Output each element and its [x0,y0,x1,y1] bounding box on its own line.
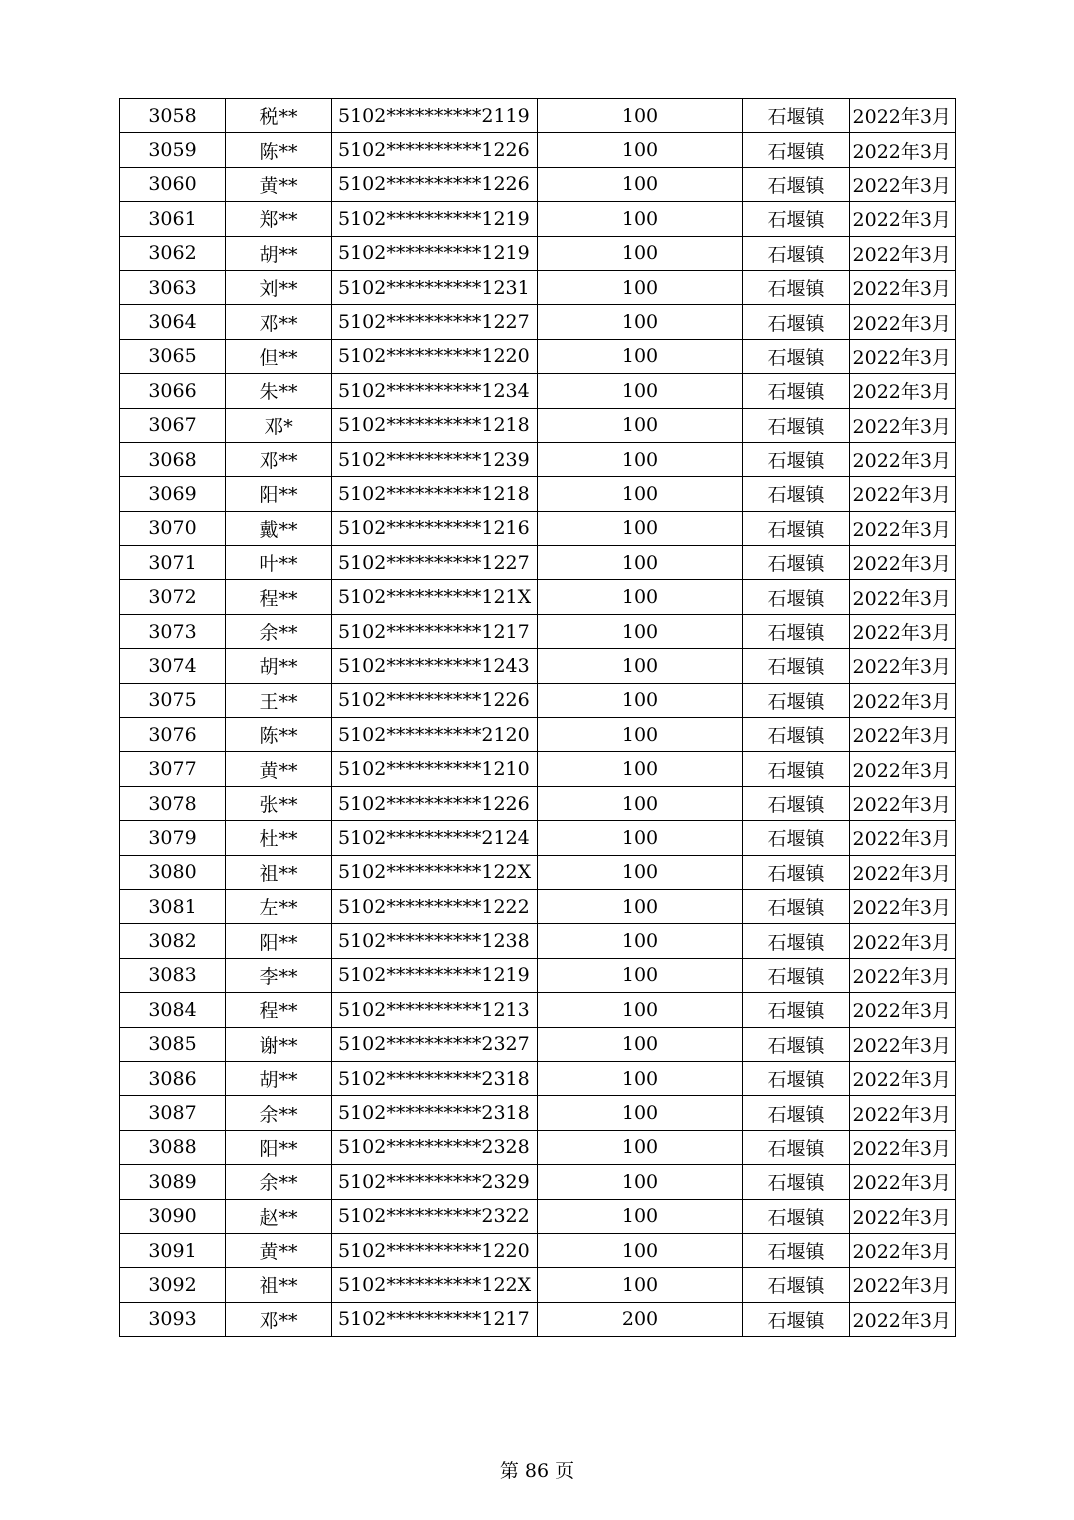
cell-date: 2022年3月 [850,477,956,511]
table-row [120,1268,956,1302]
cell-amount: 100 [538,614,743,648]
cell-name: 谢** [226,1027,332,1061]
cell-amount: 100 [538,1130,743,1164]
cell-id-number: 5102**********2327 [332,1027,538,1061]
table-row [120,133,956,167]
cell-date: 2022年3月 [850,1199,956,1233]
cell-town: 石堰镇 [743,855,850,889]
cell-date: 2022年3月 [850,752,956,786]
cell-id-number: 5102**********1227 [332,305,538,339]
table-row [120,270,956,304]
cell-town: 石堰镇 [743,614,850,648]
cell-amount: 100 [538,408,743,442]
cell-id-number: 5102**********2124 [332,821,538,855]
cell-date: 2022年3月 [850,1061,956,1095]
table-row [120,236,956,270]
cell-date: 2022年3月 [850,270,956,304]
cell-name: 程** [226,993,332,1027]
cell-amount: 100 [538,889,743,923]
cell-name: 王** [226,683,332,717]
table-row [120,1302,956,1336]
cell-amount: 100 [538,99,743,133]
cell-id-number: 5102**********1234 [332,374,538,408]
cell-date: 2022年3月 [850,133,956,167]
cell-name: 黄** [226,167,332,201]
table-row [120,477,956,511]
cell-id-number: 5102**********122X [332,1268,538,1302]
cell-amount: 100 [538,752,743,786]
cell-date: 2022年3月 [850,614,956,648]
cell-date: 2022年3月 [850,167,956,201]
cell-id-number: 5102**********1219 [332,202,538,236]
cell-number: 3069 [120,477,226,511]
cell-number: 3074 [120,649,226,683]
cell-number: 3079 [120,821,226,855]
cell-name: 阳** [226,477,332,511]
cell-amount: 100 [538,270,743,304]
cell-id-number: 5102**********1217 [332,1302,538,1336]
cell-id-number: 5102**********1226 [332,683,538,717]
cell-id-number: 5102**********2322 [332,1199,538,1233]
cell-name: 余** [226,1096,332,1130]
table-row [120,546,956,580]
cell-town: 石堰镇 [743,546,850,580]
cell-name: 阳** [226,924,332,958]
cell-date: 2022年3月 [850,889,956,923]
cell-name: 税** [226,99,332,133]
table-row [120,1096,956,1130]
cell-town: 石堰镇 [743,924,850,958]
cell-id-number: 5102**********1210 [332,752,538,786]
cell-id-number: 5102**********1226 [332,786,538,820]
cell-date: 2022年3月 [850,305,956,339]
cell-id-number: 5102**********1238 [332,924,538,958]
cell-name: 邓** [226,1302,332,1336]
cell-date: 2022年3月 [850,442,956,476]
cell-amount: 100 [538,305,743,339]
cell-number: 3065 [120,339,226,373]
cell-date: 2022年3月 [850,1096,956,1130]
cell-amount: 100 [538,339,743,373]
cell-town: 石堰镇 [743,1061,850,1095]
table-row [120,821,956,855]
table-row [120,649,956,683]
cell-number: 3087 [120,1096,226,1130]
cell-number: 3091 [120,1233,226,1267]
cell-town: 石堰镇 [743,1027,850,1061]
cell-number: 3077 [120,752,226,786]
table-row [120,339,956,373]
table-row [120,442,956,476]
table-row [120,408,956,442]
cell-town: 石堰镇 [743,477,850,511]
cell-date: 2022年3月 [850,339,956,373]
cell-town: 石堰镇 [743,649,850,683]
table-row [120,786,956,820]
cell-id-number: 5102**********1243 [332,649,538,683]
cell-date: 2022年3月 [850,546,956,580]
cell-amount: 100 [538,1199,743,1233]
cell-id-number: 5102**********122X [332,855,538,889]
cell-name: 郑** [226,202,332,236]
cell-amount: 100 [538,546,743,580]
cell-amount: 100 [538,1061,743,1095]
cell-name: 胡** [226,236,332,270]
cell-number: 3061 [120,202,226,236]
table-row [120,958,956,992]
cell-town: 石堰镇 [743,752,850,786]
table-row [120,1130,956,1164]
cell-name: 朱** [226,374,332,408]
cell-id-number: 5102**********1226 [332,133,538,167]
cell-id-number: 5102**********1222 [332,889,538,923]
cell-name: 祖** [226,1268,332,1302]
cell-number: 3067 [120,408,226,442]
cell-town: 石堰镇 [743,339,850,373]
cell-number: 3088 [120,1130,226,1164]
cell-date: 2022年3月 [850,958,956,992]
cell-town: 石堰镇 [743,786,850,820]
cell-number: 3085 [120,1027,226,1061]
cell-number: 3084 [120,993,226,1027]
cell-town: 石堰镇 [743,99,850,133]
cell-date: 2022年3月 [850,236,956,270]
cell-date: 2022年3月 [850,1302,956,1336]
table-row [120,993,956,1027]
cell-number: 3068 [120,442,226,476]
cell-id-number: 5102**********1227 [332,546,538,580]
cell-date: 2022年3月 [850,511,956,545]
cell-amount: 100 [538,821,743,855]
cell-amount: 100 [538,958,743,992]
cell-number: 3072 [120,580,226,614]
cell-name: 但** [226,339,332,373]
cell-id-number: 5102**********121X [332,580,538,614]
cell-name: 黄** [226,1233,332,1267]
page-number: 第 86 页 [499,1460,575,1482]
cell-amount: 100 [538,924,743,958]
cell-town: 石堰镇 [743,718,850,752]
cell-name: 祖** [226,855,332,889]
cell-amount: 200 [538,1302,743,1336]
cell-number: 3059 [120,133,226,167]
cell-date: 2022年3月 [850,99,956,133]
cell-amount: 100 [538,511,743,545]
table-row [120,683,956,717]
cell-id-number: 5102**********1219 [332,958,538,992]
cell-number: 3064 [120,305,226,339]
cell-name: 杜** [226,821,332,855]
cell-town: 石堰镇 [743,1165,850,1199]
cell-town: 石堰镇 [743,993,850,1027]
cell-town: 石堰镇 [743,1268,850,1302]
cell-date: 2022年3月 [850,580,956,614]
cell-amount: 100 [538,1096,743,1130]
cell-date: 2022年3月 [850,821,956,855]
cell-amount: 100 [538,786,743,820]
cell-id-number: 5102**********1218 [332,408,538,442]
cell-town: 石堰镇 [743,1233,850,1267]
table-row [120,1199,956,1233]
cell-town: 石堰镇 [743,511,850,545]
table-row [120,718,956,752]
cell-date: 2022年3月 [850,1268,956,1302]
cell-id-number: 5102**********1219 [332,236,538,270]
cell-town: 石堰镇 [743,270,850,304]
cell-town: 石堰镇 [743,683,850,717]
cell-town: 石堰镇 [743,305,850,339]
cell-town: 石堰镇 [743,236,850,270]
data-table [119,98,956,1337]
cell-id-number: 5102**********1218 [332,477,538,511]
cell-number: 3086 [120,1061,226,1095]
cell-name: 陈** [226,718,332,752]
cell-id-number: 5102**********2120 [332,718,538,752]
table-row [120,1233,956,1267]
table-row [120,855,956,889]
cell-amount: 100 [538,236,743,270]
cell-date: 2022年3月 [850,1027,956,1061]
table-row [120,99,956,133]
cell-id-number: 5102**********1216 [332,511,538,545]
table-row [120,202,956,236]
cell-town: 石堰镇 [743,1096,850,1130]
cell-name: 胡** [226,649,332,683]
cell-town: 石堰镇 [743,1199,850,1233]
cell-town: 石堰镇 [743,1302,850,1336]
cell-town: 石堰镇 [743,408,850,442]
cell-date: 2022年3月 [850,855,956,889]
cell-name: 程** [226,580,332,614]
cell-number: 3092 [120,1268,226,1302]
cell-number: 3082 [120,924,226,958]
cell-id-number: 5102**********2318 [332,1061,538,1095]
cell-town: 石堰镇 [743,1130,850,1164]
cell-date: 2022年3月 [850,1130,956,1164]
table-body [120,99,956,1337]
cell-name: 胡** [226,1061,332,1095]
cell-name: 余** [226,614,332,648]
cell-date: 2022年3月 [850,683,956,717]
cell-id-number: 5102**********1226 [332,167,538,201]
cell-id-number: 5102**********2329 [332,1165,538,1199]
table-row [120,374,956,408]
cell-town: 石堰镇 [743,958,850,992]
cell-amount: 100 [538,1165,743,1199]
cell-amount: 100 [538,1233,743,1267]
table-row [120,305,956,339]
cell-name: 邓* [226,408,332,442]
cell-amount: 100 [538,477,743,511]
cell-amount: 100 [538,374,743,408]
cell-name: 张** [226,786,332,820]
table-row [120,1027,956,1061]
cell-number: 3080 [120,855,226,889]
cell-date: 2022年3月 [850,993,956,1027]
cell-town: 石堰镇 [743,889,850,923]
cell-amount: 100 [538,718,743,752]
table-row [120,167,956,201]
cell-number: 3093 [120,1302,226,1336]
cell-date: 2022年3月 [850,786,956,820]
cell-number: 3063 [120,270,226,304]
table-row [120,924,956,958]
cell-amount: 100 [538,649,743,683]
cell-number: 3078 [120,786,226,820]
cell-name: 黄** [226,752,332,786]
cell-date: 2022年3月 [850,1165,956,1199]
cell-id-number: 5102**********1217 [332,614,538,648]
cell-name: 余** [226,1165,332,1199]
cell-town: 石堰镇 [743,374,850,408]
cell-town: 石堰镇 [743,821,850,855]
cell-name: 叶** [226,546,332,580]
table-row [120,511,956,545]
cell-number: 3058 [120,99,226,133]
cell-name: 李** [226,958,332,992]
cell-number: 3071 [120,546,226,580]
cell-id-number: 5102**********1220 [332,1233,538,1267]
cell-amount: 100 [538,580,743,614]
cell-amount: 100 [538,1268,743,1302]
cell-town: 石堰镇 [743,133,850,167]
cell-date: 2022年3月 [850,408,956,442]
cell-number: 3081 [120,889,226,923]
cell-number: 3066 [120,374,226,408]
cell-name: 赵** [226,1199,332,1233]
cell-id-number: 5102**********1220 [332,339,538,373]
cell-date: 2022年3月 [850,718,956,752]
cell-amount: 100 [538,442,743,476]
cell-name: 邓** [226,442,332,476]
cell-amount: 100 [538,683,743,717]
cell-date: 2022年3月 [850,374,956,408]
cell-name: 刘** [226,270,332,304]
cell-number: 3070 [120,511,226,545]
cell-amount: 100 [538,133,743,167]
cell-name: 阳** [226,1130,332,1164]
cell-amount: 100 [538,993,743,1027]
cell-date: 2022年3月 [850,202,956,236]
cell-number: 3060 [120,167,226,201]
table-row [120,752,956,786]
cell-number: 3075 [120,683,226,717]
cell-id-number: 5102**********1213 [332,993,538,1027]
cell-id-number: 5102**********1239 [332,442,538,476]
cell-amount: 100 [538,1027,743,1061]
cell-amount: 100 [538,167,743,201]
cell-name: 左** [226,889,332,923]
cell-date: 2022年3月 [850,649,956,683]
table-row [120,614,956,648]
cell-id-number: 5102**********2328 [332,1130,538,1164]
cell-id-number: 5102**********1231 [332,270,538,304]
table-row [120,1061,956,1095]
cell-id-number: 5102**********2318 [332,1096,538,1130]
cell-amount: 100 [538,855,743,889]
cell-number: 3090 [120,1199,226,1233]
cell-name: 邓** [226,305,332,339]
cell-town: 石堰镇 [743,167,850,201]
cell-number: 3062 [120,236,226,270]
cell-date: 2022年3月 [850,924,956,958]
cell-name: 戴** [226,511,332,545]
cell-town: 石堰镇 [743,580,850,614]
cell-id-number: 5102**********2119 [332,99,538,133]
table-row [120,889,956,923]
cell-date: 2022年3月 [850,1233,956,1267]
cell-amount: 100 [538,202,743,236]
cell-number: 3073 [120,614,226,648]
cell-town: 石堰镇 [743,202,850,236]
cell-number: 3089 [120,1165,226,1199]
cell-number: 3083 [120,958,226,992]
cell-name: 陈** [226,133,332,167]
cell-number: 3076 [120,718,226,752]
cell-town: 石堰镇 [743,442,850,476]
table-row [120,580,956,614]
table-row [120,1165,956,1199]
